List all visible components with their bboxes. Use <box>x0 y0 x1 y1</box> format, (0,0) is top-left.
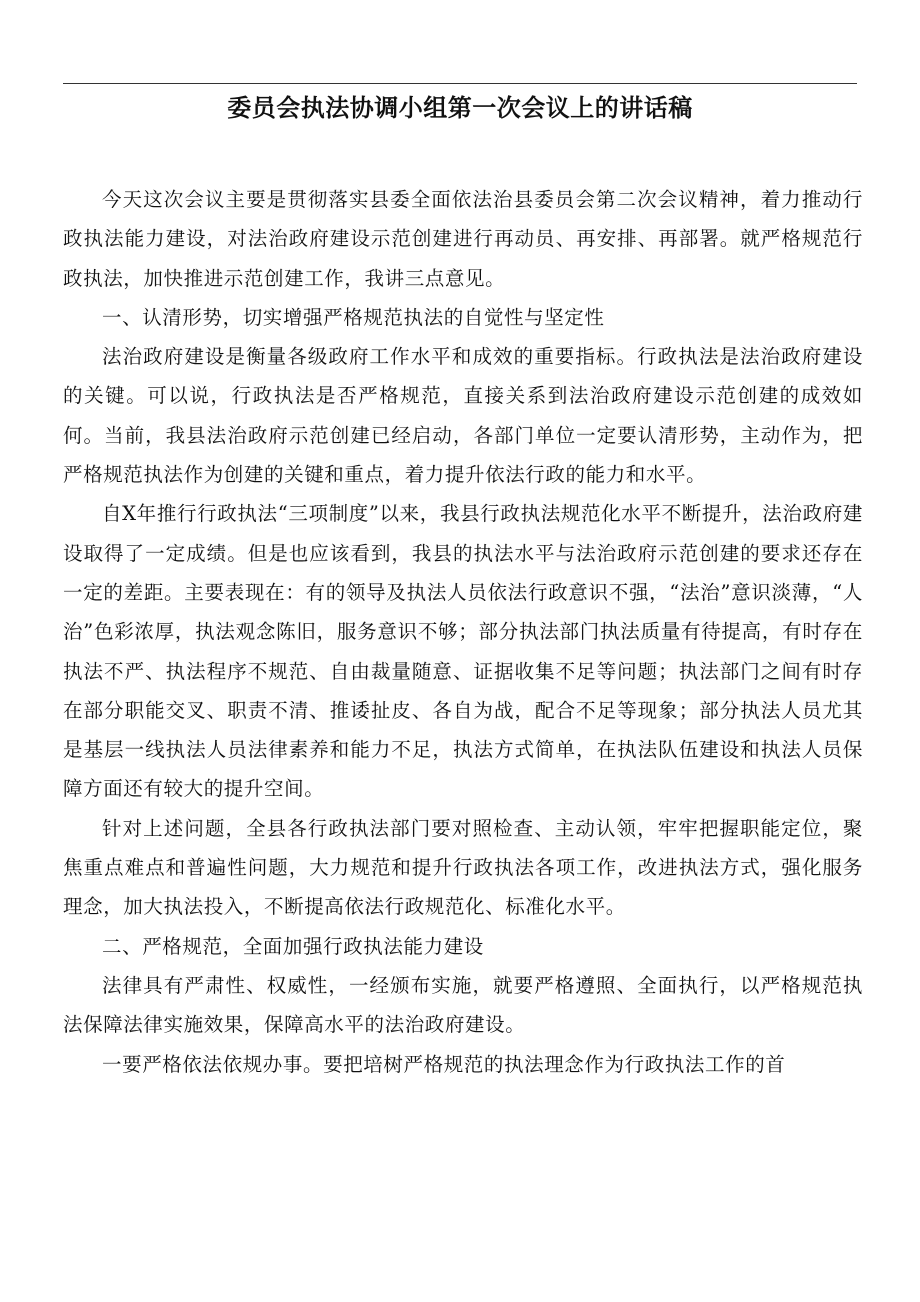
paragraph: 自X年推行行政执法“三项制度”以来，我县行政执法规范化水平不断提升，法治政府建设取得了一定成绩。但是也应该看到，我县的执法水平与法治政府示范创建的要求还存在一定的差距。主要表现在：有的领导及执法人员依法行政意识不强，“法治”意识淡薄，“人治”色彩浓厚，执法观念陈旧，服务意识不够；部分执法部门执法质量有待提高，有时存在执法不严、执法程序不规范、自由裁量随意、证据收集不足等问题；执法部门之间有时存在部分职能交叉、职责不清、推诿扯皮、各自为战，配合不足等现象；部分执法人员尤其是基层一线执法人员法律素养和能力不足，执法方式简单，在执法队伍建设和执法人员保障方面还有较大的提升空间。 <box>63 502 863 801</box>
section-heading-1: 一、认清形势，切实增强严格规范执法的自觉性与坚定性 <box>102 305 605 329</box>
header-rule <box>63 83 857 84</box>
paragraph: 法治政府建设是衡量各级政府工作水平和成效的重要指标。行政执法是法治政府建设的关键。可以说，行政执法是否严格规范，直接关系到法治政府建设示范创建的成效如何。当前，我县法治政府示范创建已经启动，各部门单位一定要认清形势，主动作为，把严格规范执法作为创建的关键和重点，着力提升依法行政的能力和水平。 <box>63 345 863 487</box>
document-title: 委员会执法协调小组第一次会议上的讲话稿 <box>227 94 693 122</box>
section-heading-2: 二、严格规范，全面加强行政执法能力建设 <box>102 934 484 958</box>
paragraph: 法律具有严肃性、权威性，一经颁布实施，就要严格遵照、全面执行，以严格规范执法保障法律实施效果，保障高水平的法治政府建设。 <box>63 973 863 1037</box>
paragraph-intro: 今天这次会议主要是贯彻落实县委全面依法治县委员会第二次会议精神，着力推动行政执法能力建设，对法治政府建设示范创建进行再动员、再安排、再部署。就严格规范行政执法，加快推进示范创建工作，我讲三点意见。 <box>63 188 863 290</box>
document-body <box>63 180 863 1084</box>
paragraph: 针对上述问题，全县各行政执法部门要对照检查、主动认领，牢牢把握职能定位，聚焦重点难点和普遍性问题，大力规范和提升行政执法各项工作，改进执法方式，强化服务理念，加大执法投入，不断提高依法行政规范化、标准化水平。 <box>63 816 863 919</box>
paragraph: 一要严格依法依规办事。要把培树严格规范的执法理念作为行政执法工作的首 <box>102 1052 786 1076</box>
